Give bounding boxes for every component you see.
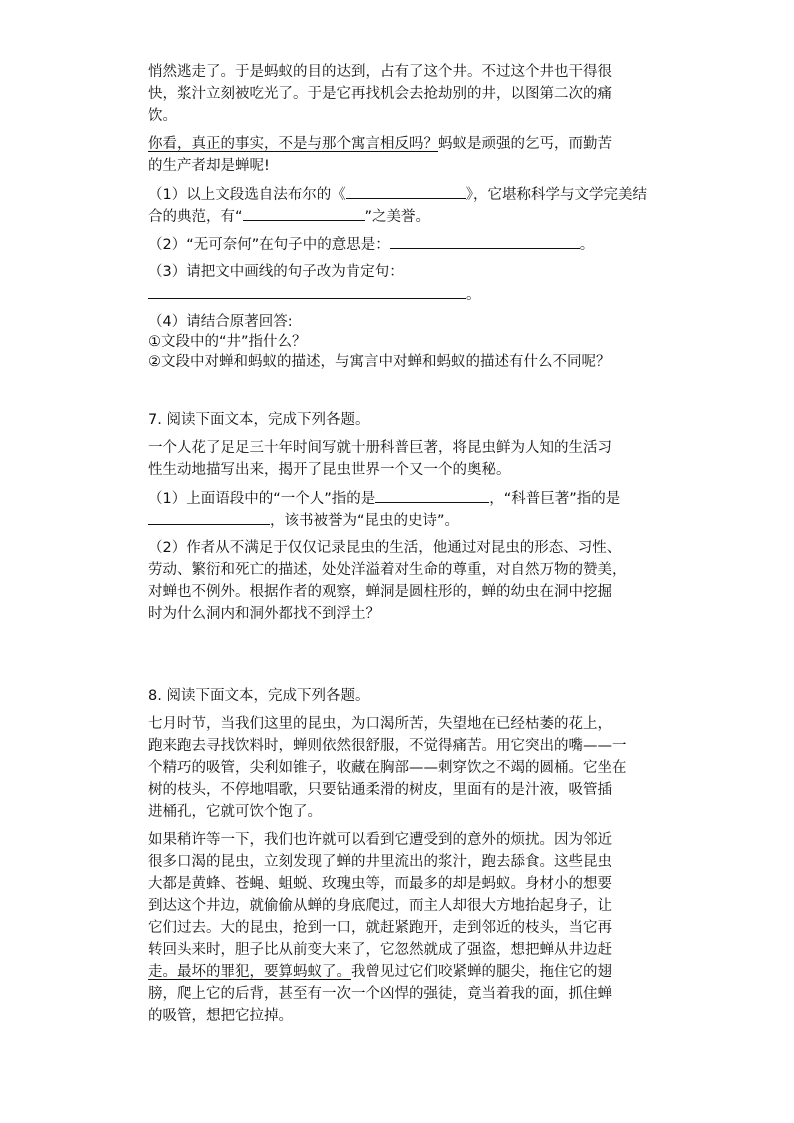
passage-line: 个精巧的吸管，尖利如锥子，收藏在胸部——刺穿饮之不竭的圆桶。它坐在 [148,760,627,776]
answer-blank[interactable] [148,510,270,525]
q7-sub1 [148,488,620,509]
question-text: 。 [466,287,481,303]
answer-blank[interactable] [346,184,466,199]
question-text: ，“科普巨著”指的是 [489,491,621,507]
question-text: （1）以上文段选自法布尔的《 [148,187,346,203]
q6-sub2 [148,234,594,255]
q7-title: 7. 阅读下面文本，完成下列各题。 [148,412,370,428]
question-text: ，该书被誉为“昆虫的史诗”。 [270,513,460,529]
question-text: ”之美誉。 [364,209,431,225]
passage-line: 一个人花了足足三十年时间写就十册科普巨著，将昆虫鲜为人知的生活习 [148,440,612,456]
passage-line: 进桶孔，它就可饮个饱了。 [148,804,322,820]
passage-line: 如果稍许等一下，我们也许就可以看到它遭受到的意外的烦扰。因为邻近 [148,832,612,848]
q7-sub2-line: 劳动、繁衍和死亡的描述，处处洋溢着对生命的尊重，对自然万物的赞美， [148,562,627,578]
question-text: 。 [579,237,595,253]
passage-line: 转回头来时，胆子比从前变大来了，它忽然就成了强盗，想把蝉从井边赶 [148,942,612,958]
passage-line: 性生动地描写出来，揭开了昆虫世界一个又一个的奥秘。 [148,462,511,478]
q7-sub1-cont [148,510,459,531]
q6-sub1 [148,184,647,205]
answer-blank[interactable] [243,206,365,221]
q6-sub4: （4）请结合原著回答: [148,314,293,330]
passage-text: 我曾见过它们咬紧蝉的腿尖，拖住它的翅 [351,964,612,980]
q7-sub2-line: 时为什么洞内和洞外都找不到浮土？ [148,606,380,622]
q6-sub1-cont [148,206,430,227]
question-text: 合的典范，有“ [148,209,243,225]
passage-line [148,134,612,154]
q6-sub3-answer [148,284,481,305]
passage-line: 快，浆汁立刻被吃光了。于是它再找机会去抢劫别的井，以图第二次的痛 [148,86,612,102]
passage-line: 膀，爬上它的后背，甚至有一次一个凶悍的强徒，竟当着我的面，抓住蝉 [148,986,612,1002]
question-text: （2）“无可奈何”在句子中的意思是： [148,237,390,253]
passage-line: 大都是黄蜂、苍蝇、蛆蜕、玫瑰虫等，而最多的却是蚂蚁。身材小的想要 [148,876,612,892]
underlined-sentence: 走。最坏的罪犯，要算蚂蚁了。 [148,964,351,980]
q7-sub2-line: 对蝉也不例外。根据作者的观察，蝉洞是圆柱形的，蝉的幼虫在洞中挖掘 [148,584,612,600]
passage-line: 悄然逃走了。于是蚂蚁的目的达到，占有了这个井。不过这个井也干得很 [148,64,612,80]
question-text: 》，它堪称科学与文学完美结 [465,187,647,203]
q7-sub2-line: （2）作者从不满足于仅仅记录昆虫的生活，他通过对昆虫的形态、习性、 [148,540,622,556]
q6-sub3: （3）请把文中画线的句子改为肯定句： [148,264,404,280]
q6-sub4-item1: ①文段中的“井”指什么？ [148,334,307,350]
answer-blank[interactable] [375,488,489,503]
passage-line [148,962,612,982]
passage-line: 跑来跑去寻找饮料时，蝉则依然很舒服，不觉得痛苦。用它突出的嘴——一 [148,738,627,754]
passage-line: 的吸管，想把它拉掉。 [148,1008,293,1024]
q6-sub4-item2: ②文段中对蝉和蚂蚁的描述，与寓言中对蝉和蚂蚁的描述有什么不同呢？ [148,354,611,370]
underlined-sentence: 你看，真正的事实，不是与那个寓言相反吗？ [148,136,438,152]
passage-line: 很多口渴的昆虫，立刻发现了蝉的井里流出的浆汁，跑去舔食。这些昆虫 [148,854,612,870]
passage-line: 它们过去。大的昆虫，抢到一口，就赶紧跑开，走到邻近的枝头，当它再 [148,920,612,936]
question-text: （1）上面语段中的“一个人”指的是 [148,491,376,507]
passage-line: 饮。 [148,108,177,124]
passage-line: 的生产者却是蝉呢! [148,158,270,174]
answer-blank[interactable] [390,234,580,249]
q8-title: 8. 阅读下面文本，完成下列各题。 [148,688,370,704]
answer-blank[interactable] [148,284,466,299]
passage-line: 到达这个井边，就偷偷从蝉的身底爬过，而主人却很大方地抬起身子，让 [148,898,612,914]
passage-line: 树的枝头，不停地唱歌，只要钻通柔滑的树皮，里面有的是汁液，吸管插 [148,782,612,798]
passage-text: 蚂蚁是顽强的乞丐，而勤苦 [438,136,612,152]
passage-line: 七月时节，当我们这里的昆虫，为口渴所苦，失望地在已经枯萎的花上， [148,716,612,732]
